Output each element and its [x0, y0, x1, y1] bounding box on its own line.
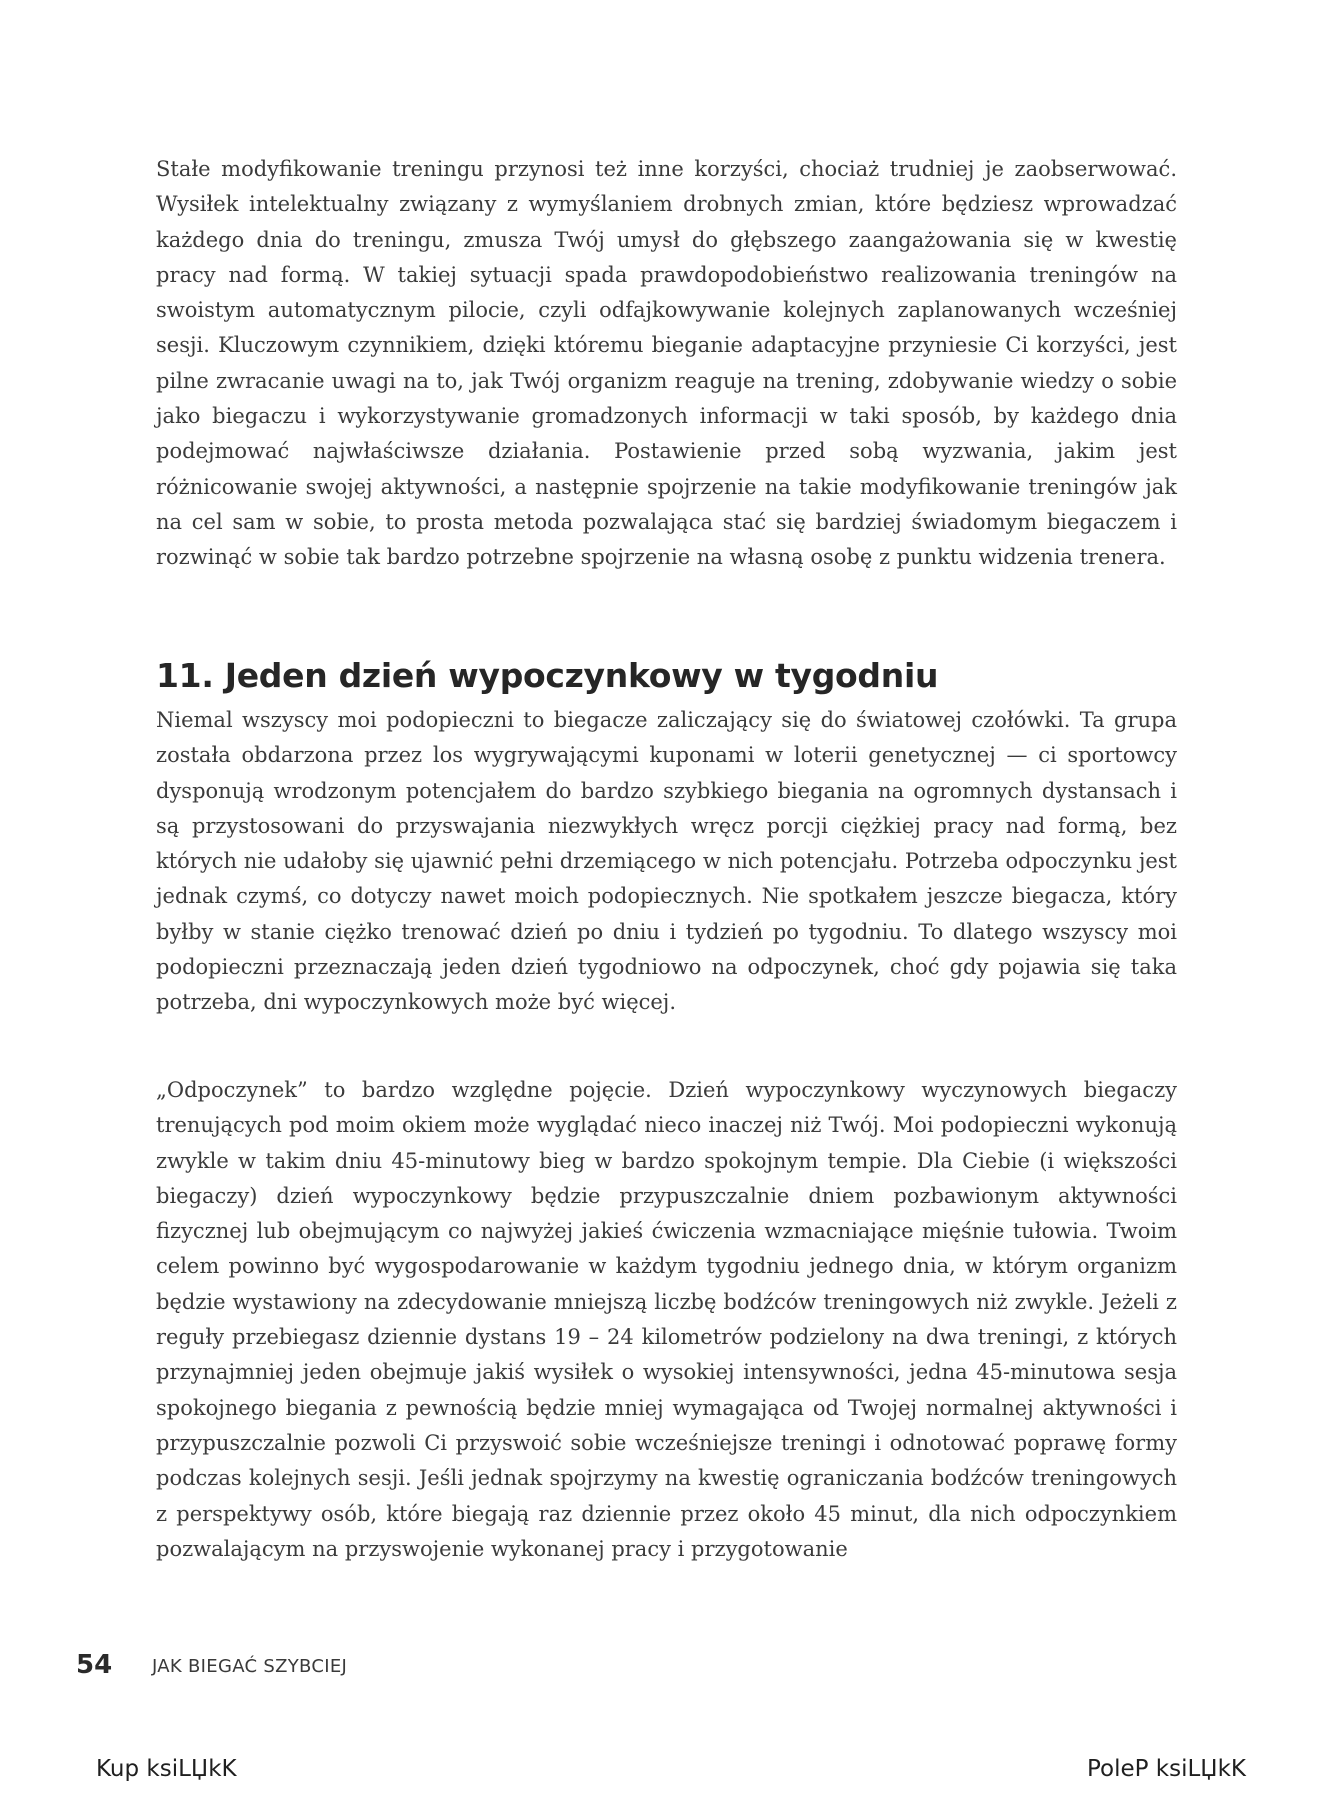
paragraph-text: Niemal wszyscy moi podopieczni to biegacze zaliczający się do światowej czołówki. Ta grupa została obdarzona przez los wygrywającymi kuponami w loterii genetycznej — ci sportowcy dysponują wrodzonym potencjałem do bardzo szybkiego biegania na ogromnych dystansach i są przystosowani do przyswajania niezwykłych wręcz porcji ciężkiej pracy nad formą, bez których nie udałoby się ujawnić pełni drzemiącego w nich potencjału. Potrzeba odpoczynku jest jednak czymś, co dotyczy nawet moich podopiecznych. Nie spotkałem jeszcze biegacza, który byłby w stanie ciężko trenować dzień po dniu i tydzień po tygodniu. To dlatego wszyscy moi podopieczni przeznaczają jeden dzień tygodniowo na odpoczynek, choć gdy pojawia się taka potrzeba, dni wypoczynkowych może być więcej. — [156, 708, 1177, 1015]
paragraph-text: „Odpoczynek” to bardzo względne pojęcie. Dzień wypoczynkowy wyczynowych biegaczy trenujących pod moim okiem może wyglądać nieco inaczej niż Twój. Moi podopieczni wykonują zwykle w takim dniu 45-minutowy bieg w bardzo spokojnym tempie. Dla Ciebie (i większości biegaczy) dzień wypoczynkowy będzie przypuszczalnie dniem pozbawionym aktywności fizycznej lub obejmującym co najwyżej jakieś ćwiczenia wzmacniające mięśnie tułowia. Twoim celem powinno być wygospodarowanie w każdym tygodniu jednego dnia, w którym organizm będzie wystawiony na zdecydowanie mniejszą liczbę bodźców treningowych niż zwykle. Jeżeli z reguły przebiegasz dziennie dystans 19 – 24 kilometrów podzielony na dwa treningi, z których przynajmniej jeden obejmuje jakiś wysiłek o wysokiej intensywności, jedna 45-minutowa sesja spokojnego biegania z pewnością będzie mniej wymagająca od Twojej normalnej aktywności i przypuszczalnie pozwoli Ci przyswoić sobie wcześniejsze treningi i odnotować poprawę formy podczas kolejnych sesji. Jeśli jednak spojrzymy na kwestię ograniczania bodźców treningowych z perspektywy osób, które biegają raz dziennie przez około 45 minut, dla nich odpoczynkiem pozwalającym na przyswojenie wykonanej pracy i przygotowanie — [156, 1078, 1177, 1561]
running-title: JAK BIEGAĆ SZYBCIEJ — [152, 1656, 348, 1677]
buy-book-link[interactable]: Kup ksiLЏkK — [96, 1756, 237, 1782]
page-number: 54 — [76, 1650, 113, 1680]
section-heading: 11. Jeden dzień wypoczynkowy w tygodniu — [156, 656, 939, 695]
body-paragraph — [156, 1073, 1177, 1567]
body-paragraph — [156, 152, 1177, 576]
recommend-book-link[interactable]: PoleP ksiLЏkK — [1086, 1756, 1246, 1782]
body-paragraph — [156, 703, 1177, 1021]
paragraph-text: Stałe modyfikowanie treningu przynosi też inne korzyści, chociaż trudniej je zaobserwować. Wysiłek intelektualny związany z wymyślaniem drobnych zmian, które będziesz wprowadzać każdego dnia do treningu, zmusza Twój umysł do głębszego zaangażowania się w kwestię pracy nad formą. W takiej sytuacji spada prawdopodobieństwo realizowania treningów na swoistym automatycznym pilocie, czyli odfajkowywanie kolejnych zaplanowanych wcześniej sesji. Kluczowym czynnikiem, dzięki któremu bieganie adaptacyjne przyniesie Ci korzyści, jest pilne zwracanie uwagi na to, jak Twój organizm reaguje na trening, zdobywanie wiedzy o sobie jako biegaczu i wykorzystywanie gromadzonych informacji w taki sposób, by każdego dnia podejmować najwłaściwsze działania. Postawienie przed sobą wyzwania, jakim jest różnicowanie swojej aktywności, a następnie spojrzenie na takie modyfikowanie treningów jak na cel sam w sobie, to prosta metoda pozwalająca stać się bardziej świadomym biegaczem i rozwinąć w sobie tak bardzo potrzebne spojrzenie na własną osobę z punktu widzenia trenera. — [156, 157, 1177, 570]
